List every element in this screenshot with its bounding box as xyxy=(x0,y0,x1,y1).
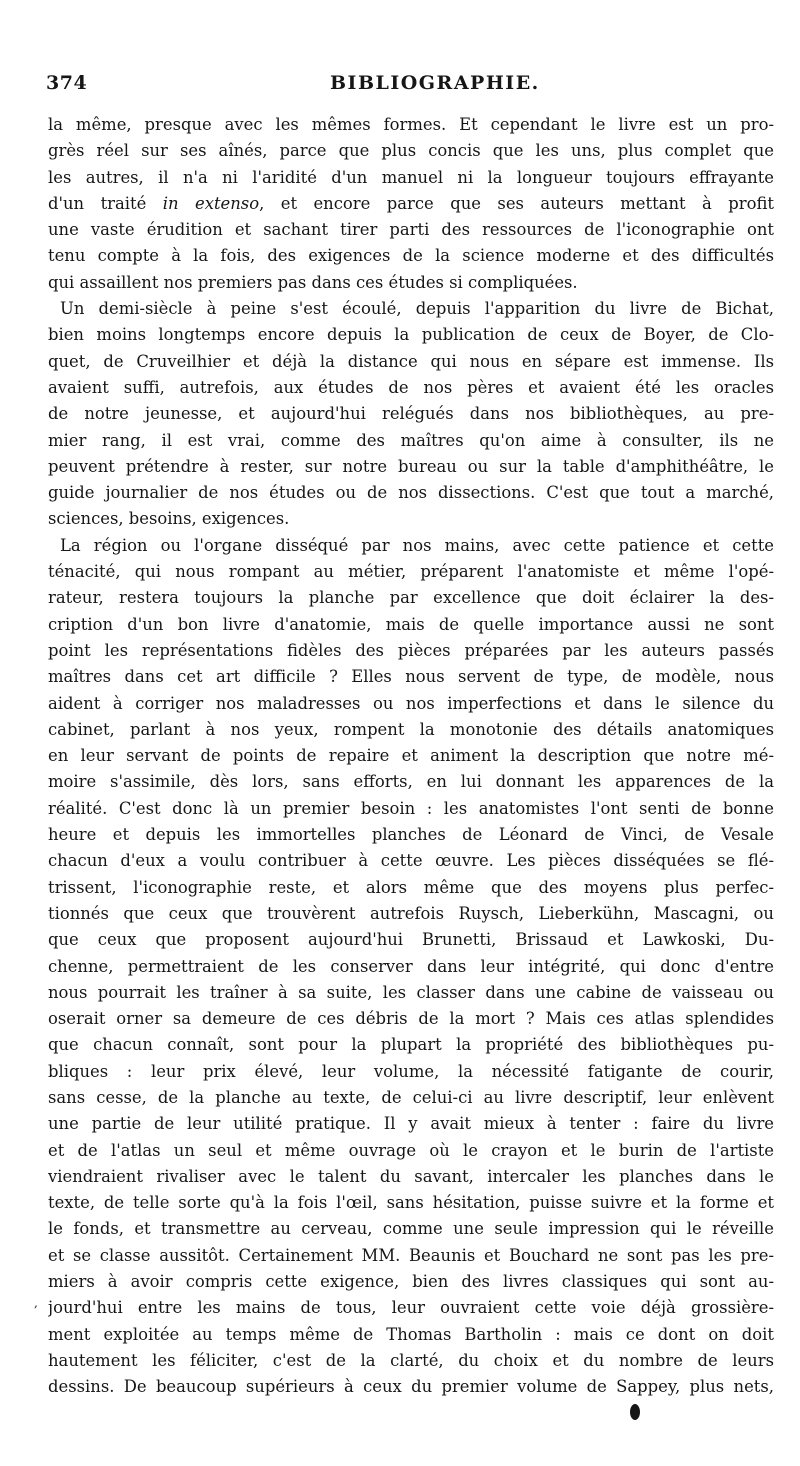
text-line: rateur, restera toujours la planche par excellence que doit éclairer la des- xyxy=(48,588,774,608)
text-line: le fonds, et transmettre au cerveau, comme une seule impression qui le réveille xyxy=(48,1219,774,1239)
text-line: cription d'un bon livre d'anatomie, mais de quelle importance aussi ne sont xyxy=(48,614,774,634)
text-line: que chacun connaît, sont pour la plupart la propriété des bibliothèques pu- xyxy=(48,1035,774,1055)
text-line: tenu compte à la fois, des exigences de la science moderne et des difficultés xyxy=(48,246,774,266)
body-text xyxy=(48,112,774,1401)
text-line: en leur servant de points de repaire et animent la description que notre mé- xyxy=(48,746,774,766)
text-line: sciences, besoins, exigences. xyxy=(48,509,290,529)
text-line: point les représentations fidèles des pièces préparées par les auteurs passés xyxy=(48,640,774,660)
text-line: viendraient rivaliser avec le talent du savant, intercaler les planches dans le xyxy=(48,1166,774,1186)
text-line: dessins. De beaucoup supérieurs à ceux du premier volume de Sappey, plus nets, xyxy=(48,1377,774,1397)
text-line: réalité. C'est donc là un premier besoin : les anatomistes l'ont senti de bonne xyxy=(48,798,774,818)
text-line: mier rang, il est vrai, comme des maîtres qu'on aime à consulter, ils ne xyxy=(48,430,774,450)
text-line: guide journalier de nos études ou de nos dissections. C'est que tout a marché, xyxy=(48,483,774,503)
text-line: peuvent prétendre à rester, sur notre bureau ou sur la table d'amphithéâtre, le xyxy=(48,456,774,476)
text-line: cabinet, parlant à nos yeux, rompent la monotonie des détails anatomiques xyxy=(48,719,774,739)
text-line: une partie de leur utilité pratique. Il y avait mieux à tenter : faire du livre xyxy=(48,1114,774,1134)
text-line: aident à corriger nos maladresses ou nos imperfections et dans le silence du xyxy=(48,693,774,713)
text-line: Un demi-siècle à peine s'est écoulé, depuis l'apparition du livre de Bichat, xyxy=(60,299,774,319)
text-line: trissent, l'iconographie reste, et alors même que des moyens plus perfec- xyxy=(48,877,774,897)
text-line: bliques : leur prix élevé, leur volume, la nécessité fatigante de courir, xyxy=(48,1061,774,1081)
text-line: quet, de Cruveilhier et déjà la distance qui nous en sépare est immense. Ils xyxy=(48,351,774,371)
text-line: une vaste érudition et sachant tirer parti des ressources de l'iconographie ont xyxy=(48,220,774,240)
text-line: hautement les féliciter, c'est de la clarté, du choix et du nombre de leurs xyxy=(48,1350,774,1370)
text-line: chenne, permettraient de les conserver dans leur intégrité, qui donc d'entre xyxy=(48,956,774,976)
text-line: grès réel sur ses aînés, parce que plus concis que les uns, plus complet que xyxy=(48,141,774,161)
text-line: maîtres dans cet art difficile ? Elles nous servent de type, de modèle, nous xyxy=(48,667,774,687)
ink-dot xyxy=(630,1404,640,1420)
text-line: chacun d'eux a voulu contribuer à cette œuvre. Les pièces disséquées se flé- xyxy=(48,851,774,871)
text-line: les autres, il n'a ni l'aridité d'un manuel ni la longueur toujours effrayante xyxy=(48,167,774,187)
text-line: texte, de telle sorte qu'à la fois l'œil, sans hésitation, puisse suivre et la forme et xyxy=(48,1193,774,1213)
page-header xyxy=(46,72,776,112)
text-line: que ceux que proposent aujourd'hui Brunetti, Brissaud et Lawkoski, Du- xyxy=(48,930,774,950)
text-line: et de l'atlas un seul et même ouvrage où le crayon et le burin de l'artiste xyxy=(48,1140,774,1160)
text-line: de notre jeunesse, et aujourd'hui relégués dans nos bibliothèques, au pre- xyxy=(48,404,774,424)
text-line: jourd'hui entre les mains de tous, leur ouvraient cette voie déjà grossière- xyxy=(48,1298,774,1318)
margin-mark: , xyxy=(34,1296,38,1310)
text-line: ténacité, qui nous rompant au métier, préparent l'anatomiste et même l'opé- xyxy=(48,562,774,582)
page-number: 374 xyxy=(46,72,88,94)
text-line: la même, presque avec les mêmes formes. Et cependant le livre est un pro- xyxy=(48,115,774,134)
text-line: et se classe aussitôt. Certainement MM. Beaunis et Bouchard ne sont pas les pre- xyxy=(48,1245,774,1265)
text-line: tionnés que ceux que trouvèrent autrefois Ruysch, Lieberkühn, Mascagni, ou xyxy=(48,903,774,923)
text-line: oserait orner sa demeure de ces débris de la mort ? Mais ces atlas splendides xyxy=(48,1009,774,1029)
italic-phrase: in extenso xyxy=(162,193,260,213)
text-line: ment exploitée au temps même de Thomas Bartholin : mais ce dont on doit xyxy=(48,1324,774,1344)
text-line: heure et depuis les immortelles planches de Léonard de Vinci, de Vesale xyxy=(48,825,774,845)
text-line: moire s'assimile, dès lors, sans efforts, en lui donnant les apparences de la xyxy=(48,772,774,792)
text-line: La région ou l'organe disséqué par nos mains, avec cette patience et cette xyxy=(60,535,774,555)
text-line: miers à avoir compris cette exigence, bien des livres classiques qui sont au- xyxy=(48,1272,774,1292)
running-title: BIBLIOGRAPHIE. xyxy=(330,72,540,94)
text-line: sans cesse, de la planche au texte, de celui-ci au livre descriptif, leur enlèvent xyxy=(48,1087,774,1107)
text-line: qui assaillent nos premiers pas dans ces études si compliquées. xyxy=(48,272,578,292)
text-line: nous pourrait les traîner à sa suite, les classer dans une cabine de vaisseau ou xyxy=(48,982,774,1002)
text-line: bien moins longtemps encore depuis la publication de ceux de Boyer, de Clo- xyxy=(48,325,774,345)
text-line: d'un traité in extenso, et encore parce que ses auteurs mettant à profit xyxy=(48,193,774,213)
text-line: avaient suffi, autrefois, aux études de nos pères et avaient été les oracles xyxy=(48,377,774,397)
